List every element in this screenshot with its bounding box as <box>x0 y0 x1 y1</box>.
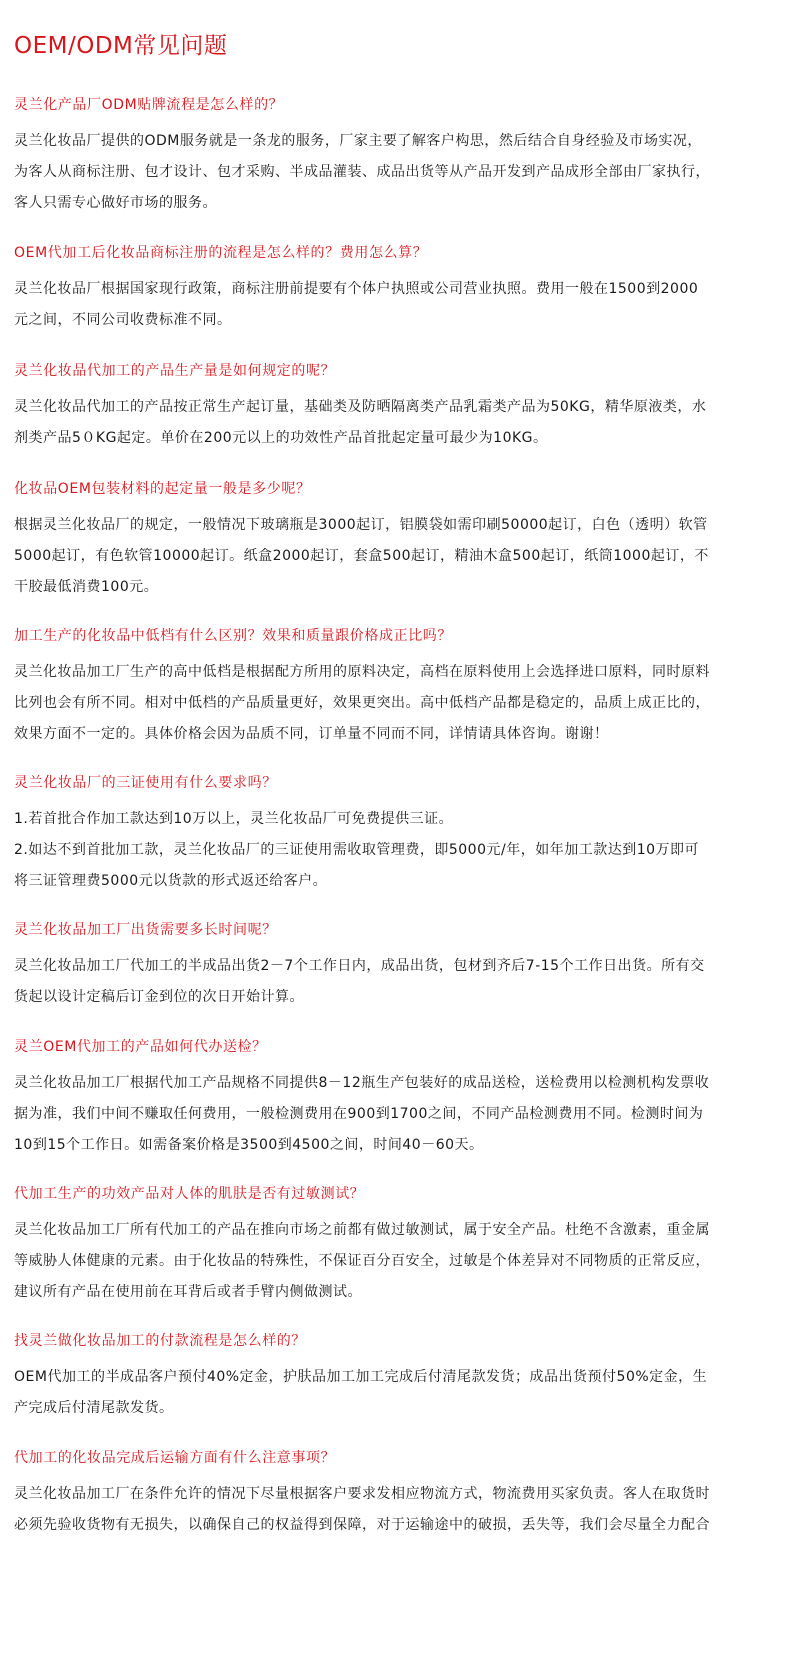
faq-question: 代加工生产的功效产品对人体的肌肤是否有过敏测试？ <box>14 1186 365 1202</box>
faq-answer <box>14 1068 776 1161</box>
faq-item <box>14 479 776 603</box>
answer-line: 灵兰化妆品加工厂在条件允许的情况下尽量根据客户要求发相应物流方式，物流费用买家负责。客人在取货时 <box>14 1486 710 1502</box>
answer-line: 比列也会有所不同。相对中低档的产品质量更好，效果更突出。高中低档产品都是稳定的，品质上成正比的， <box>14 695 710 711</box>
answer-line: 灵兰化妆品加工厂所有代加工的产品在推向市场之前都有做过敏测试，属于安全产品。杜绝不含激素，重金属 <box>14 1222 710 1238</box>
answer-line: 灵兰化妆品加工厂根据代加工产品规格不同提供8－12瓶生产包装好的成品送检，送检费用以检测机构发票收 <box>14 1075 710 1091</box>
faq-answer <box>14 1215 776 1308</box>
answer-line: 灵兰化妆品加工厂代加工的半成品出货2－7个工作日内，成品出货，包材到齐后7-15个工作日出货。所有交 <box>14 958 705 974</box>
answer-line: 效果方面不一定的。具体价格会因为品质不同，订单量不同而不同，详情请具体咨询。谢谢！ <box>14 726 609 742</box>
answer-line: 10到15个工作日。如需备案价格是3500到4500之间，时间40－60天。 <box>14 1137 484 1153</box>
faq-answer <box>14 392 776 454</box>
faq-item <box>14 1331 776 1424</box>
answer-line: 必须先验收货物有无损失，以确保自己的权益得到保障，对于运输途中的破损，丢失等，我们会尽量全力配合 <box>14 1517 710 1533</box>
answer-line: 2.如达不到首批加工款，灵兰化妆品厂的三证使用需收取管理费，即5000元/年，如年加工款达到10万即可 <box>14 842 700 858</box>
faq-question: OEM代加工后化妆品商标注册的流程是怎么样的？费用怎么算？ <box>14 245 428 261</box>
faq-answer <box>14 274 776 336</box>
faq-question: 化妆品OEM包装材料的起定量一般是多少呢？ <box>14 481 311 497</box>
answer-line: 元之间，不同公司收费标准不同。 <box>14 312 232 328</box>
answer-line: 据为准，我们中间不赚取任何费用，一般检测费用在900到1700之间，不同产品检测费用不同。检测时间为 <box>14 1106 704 1122</box>
page-title: OEM/ODM常见问题 <box>14 33 228 59</box>
faq-question: 灵兰化妆品加工厂出货需要多长时间呢？ <box>14 922 277 938</box>
faq-item <box>14 1037 776 1161</box>
answer-line: 1.若首批合作加工款达到10万以上，灵兰化妆品厂可免费提供三证。 <box>14 811 454 827</box>
faq-item <box>14 1184 776 1308</box>
answer-line: 建议所有产品在使用前在耳背后或者手臂内侧做测试。 <box>14 1284 362 1300</box>
answer-line: 5000起订，有色软管10000起订。纸盒2000起订，套盒500起订，精油木盒500起订，纸筒1000起订，不 <box>14 548 709 564</box>
faq-item <box>14 773 776 897</box>
answer-line: OEM代加工的半成品客户预付40%定金，护肤品加工加工完成后付清尾款发货；成品出货预付50%定金，生 <box>14 1369 708 1385</box>
answer-line: 灵兰化妆品加工厂生产的高中低档是根据配方所用的原料决定，高档在原料使用上会选择进口原料，同时原料 <box>14 664 710 680</box>
answer-line: 将三证管理费5000元以货款的形式返还给客户。 <box>14 873 328 889</box>
faq-question: 灵兰OEM代加工的产品如何代办送检？ <box>14 1039 267 1055</box>
faq-question: 找灵兰做化妆品加工的付款流程是怎么样的？ <box>14 1333 306 1349</box>
faq-question: 加工生产的化妆品中低档有什么区别？效果和质量跟价格成正比吗？ <box>14 628 452 644</box>
answer-line: 灵兰化妆品代加工的产品按正常生产起订量，基础类及防晒隔离类产品乳霜类产品为50KG，精华原液类，水 <box>14 399 707 415</box>
answer-line: 等威胁人体健康的元素。由于化妆品的特殊性，不保证百分百安全，过敏是个体差异对不同物质的正常反应， <box>14 1253 710 1269</box>
faq-item <box>14 361 776 454</box>
answer-line: 产完成后付清尾款发货。 <box>14 1400 174 1416</box>
faq-question: 灵兰化妆品代加工的产品生产量是如何规定的呢？ <box>14 363 336 379</box>
answer-line: 为客人从商标注册、包才设计、包才采购、半成品灌装、成品出货等从产品开发到产品成形全部由厂家执行， <box>14 164 710 180</box>
faq-question: 灵兰化妆品厂的三证使用有什么要求吗？ <box>14 775 277 791</box>
answer-line: 干胶最低消费100元。 <box>14 579 159 595</box>
faq-answer <box>14 126 776 219</box>
faq-question: 灵兰化产品厂ODM贴牌流程是怎么样的？ <box>14 97 284 113</box>
answer-line: 灵兰化妆品厂根据国家现行政策，商标注册前提要有个体户执照或公司营业执照。费用一般在1500到2000 <box>14 281 699 297</box>
faq-answer <box>14 1479 776 1541</box>
answer-line: 客人只需专心做好市场的服务。 <box>14 195 217 211</box>
faq-answer <box>14 510 776 603</box>
faq-item <box>14 626 776 750</box>
faq-item <box>14 920 776 1013</box>
answer-line: 剂类产品5０KG起定。单价在200元以上的功效性产品首批起定量可最少为10KG。 <box>14 430 548 446</box>
answer-line: 灵兰化妆品厂提供的ODM服务就是一条龙的服务，厂家主要了解客户构思，然后结合自身经验及市场实况， <box>14 133 702 149</box>
answer-line: 货起以设计定稿后订金到位的次日开始计算。 <box>14 989 304 1005</box>
faq-answer <box>14 951 776 1013</box>
faq-answer <box>14 804 776 897</box>
faq-answer <box>14 1362 776 1424</box>
faq-item <box>14 243 776 336</box>
answer-line: 根据灵兰化妆品厂的规定，一般情况下玻璃瓶是3000起订，铝膜袋如需印刷50000起订，白色（透明）软管 <box>14 517 708 533</box>
faq-answer <box>14 657 776 750</box>
faq-item <box>14 1448 776 1541</box>
faq-item <box>14 95 776 219</box>
faq-question: 代加工的化妆品完成后运输方面有什么注意事项？ <box>14 1450 336 1466</box>
